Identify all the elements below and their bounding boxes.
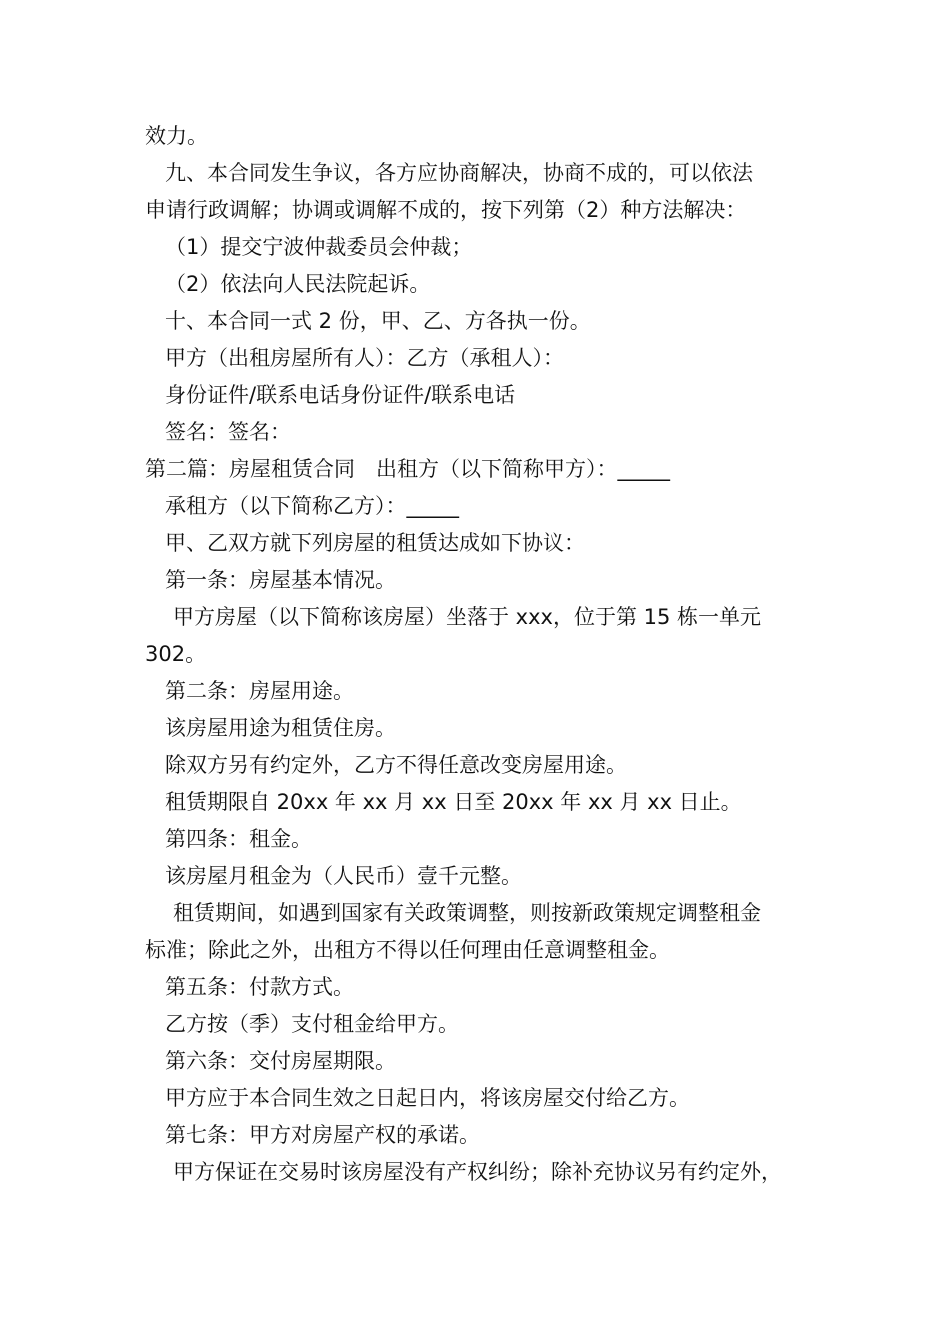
text-line: 第七条：甲方对房屋产权的承诺。 [165, 1123, 480, 1147]
text-line: （1）提交宁波仲裁委员会仲裁； [165, 235, 473, 259]
text-line: 租赁期限自 20xx 年 xx 月 xx 日至 20xx 年 xx 月 xx 日止。 [165, 790, 742, 814]
text-line: 该房屋月租金为（人民币）壹千元整。 [165, 864, 522, 888]
text-line: （2）依法向人民法院起诉。 [165, 272, 431, 296]
text-line: 甲方（出租房屋所有人）：乙方（承租人）： [165, 346, 564, 370]
document-body [145, 118, 815, 1191]
text-line: 第六条：交付房屋期限。 [165, 1049, 396, 1073]
text-line: 承租方（以下简称乙方）：_____ [165, 494, 459, 518]
text-line: 身份证件/联系电话身份证件/联系电话 [165, 383, 516, 407]
text-line: 甲方房屋（以下简称该房屋）坐落于 xxx，位于第 15 栋一单元 [173, 605, 762, 629]
text-line: 第一条：房屋基本情况。 [165, 568, 396, 592]
text-line: 甲方应于本合同生效之日起日内，将该房屋交付给乙方。 [165, 1086, 690, 1110]
text-line: 302。 [145, 642, 207, 666]
text-line: 效力。 [145, 124, 208, 148]
text-line: 签名：签名： [165, 420, 291, 444]
text-line: 标准；除此之外，出租方不得以任何理由任意调整租金。 [145, 938, 670, 962]
text-line: 第四条：租金。 [165, 827, 312, 851]
text-line: 九、本合同发生争议，各方应协商解决，协商不成的，可以依法 [165, 161, 753, 185]
text-line: 十、本合同一式 2 份，甲、乙、方各执一份。 [165, 309, 591, 333]
text-line: 甲、乙双方就下列房屋的租赁达成如下协议： [165, 531, 585, 555]
text-line: 租赁期间，如遇到国家有关政策调整，则按新政策规定调整租金 [173, 901, 761, 925]
text-line: 第五条：付款方式。 [165, 975, 354, 999]
text-line: 除双方另有约定外，乙方不得任意改变房屋用途。 [165, 753, 627, 777]
text-line: 申请行政调解；协调或调解不成的，按下列第（2）种方法解决： [145, 198, 747, 222]
text-line: 该房屋用途为租赁住房。 [165, 716, 396, 740]
text-line: 甲方保证在交易时该房屋没有产权纠纷；除补充协议另有约定外， [173, 1160, 782, 1184]
section-heading: 第二篇：房屋租赁合同 出租方（以下简称甲方）：_____ [145, 457, 670, 481]
text-line: 乙方按（季）支付租金给甲方。 [165, 1012, 459, 1036]
text-line: 第二条：房屋用途。 [165, 679, 354, 703]
